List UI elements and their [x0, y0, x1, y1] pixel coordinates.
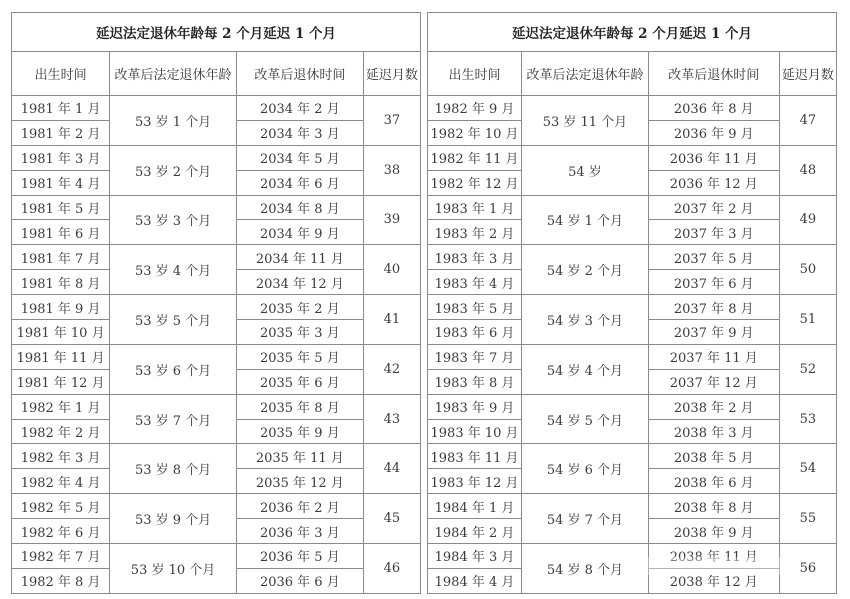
- retirement-time-cell: 2035 年 3 月: [236, 320, 363, 345]
- table-row: [428, 444, 837, 469]
- retirement-age-cell: 53 岁 4 个月: [110, 245, 237, 295]
- retirement-age-cell: 53 岁 2 个月: [110, 145, 237, 195]
- birth-time-cell: 1983 年 11 月: [428, 444, 522, 469]
- birth-time-cell: 1982 年 5 月: [12, 494, 110, 519]
- table-row: [428, 295, 837, 320]
- retirement-time-cell: 2035 年 11 月: [236, 444, 363, 469]
- retirement-time-cell: 2036 年 3 月: [236, 519, 363, 544]
- retirement-time-cell: 2038 年 12 月: [648, 568, 779, 593]
- retirement-age-cell: 54 岁 3 个月: [522, 295, 649, 345]
- birth-time-cell: 1982 年 3 月: [12, 444, 110, 469]
- birth-time-cell: 1981 年 9 月: [12, 295, 110, 320]
- delay-months-cell: 38: [363, 145, 420, 195]
- retirement-age-cell: 54 岁 6 个月: [522, 444, 649, 494]
- retirement-age-cell: 54 岁 5 个月: [522, 394, 649, 444]
- header-birth-time: 出生时间: [428, 52, 522, 96]
- retirement-time-cell: 2037 年 2 月: [648, 195, 779, 220]
- retirement-time-cell: 2034 年 3 月: [236, 120, 363, 145]
- table-row: [12, 145, 421, 170]
- header-retirement-time: 改革后退休时间: [236, 52, 363, 96]
- table-row: [428, 394, 837, 419]
- retirement-time-cell: 2034 年 12 月: [236, 270, 363, 295]
- delay-months-cell: 42: [363, 344, 420, 394]
- birth-time-cell: 1981 年 2 月: [12, 120, 110, 145]
- delay-months-cell: 56: [779, 544, 836, 594]
- retirement-time-cell: 2038 年 6 月: [648, 469, 779, 494]
- birth-time-cell: 1982 年 9 月: [428, 96, 522, 121]
- header-birth-time: 出生时间: [12, 52, 110, 96]
- retirement-age-cell: 53 岁 7 个月: [110, 394, 237, 444]
- retirement-time-cell: 2036 年 9 月: [648, 120, 779, 145]
- birth-time-cell: 1982 年 10 月: [428, 120, 522, 145]
- table-body: [428, 96, 837, 594]
- table-row: [428, 344, 837, 369]
- retirement-time-cell: 2034 年 2 月: [236, 96, 363, 121]
- birth-time-cell: 1983 年 1 月: [428, 195, 522, 220]
- delay-months-cell: 43: [363, 394, 420, 444]
- birth-time-cell: 1982 年 12 月: [428, 170, 522, 195]
- retirement-age-cell: 53 岁 9 个月: [110, 494, 237, 544]
- birth-time-cell: 1981 年 6 月: [12, 220, 110, 245]
- retirement-age-cell: 53 岁 8 个月: [110, 444, 237, 494]
- retirement-time-cell: 2037 年 8 月: [648, 295, 779, 320]
- retirement-time-cell: 2037 年 9 月: [648, 320, 779, 345]
- header-retirement-age: 改革后法定退休年龄: [522, 52, 649, 96]
- retirement-age-cell: 54 岁 8 个月: [522, 544, 649, 594]
- table-row: [12, 195, 421, 220]
- retirement-table: [11, 12, 421, 594]
- right-retirement-table-panel: [427, 12, 837, 590]
- birth-time-cell: 1982 年 11 月: [428, 145, 522, 170]
- birth-time-cell: 1982 年 8 月: [12, 568, 110, 593]
- birth-time-cell: 1983 年 5 月: [428, 295, 522, 320]
- birth-time-cell: 1983 年 8 月: [428, 369, 522, 394]
- birth-time-cell: 1983 年 10 月: [428, 419, 522, 444]
- retirement-time-cell: 2036 年 8 月: [648, 96, 779, 121]
- delay-months-cell: 54: [779, 444, 836, 494]
- retirement-age-cell: 53 岁 11 个月: [522, 96, 649, 146]
- retirement-time-cell: 2034 年 6 月: [236, 170, 363, 195]
- table-row: [428, 494, 837, 519]
- birth-time-cell: 1983 年 4 月: [428, 270, 522, 295]
- retirement-time-cell: 2037 年 5 月: [648, 245, 779, 270]
- birth-time-cell: 1983 年 7 月: [428, 344, 522, 369]
- watermark-overlay: [630, 557, 780, 575]
- header-retirement-age: 改革后法定退休年龄: [110, 52, 237, 96]
- retirement-age-cell: 54 岁 4 个月: [522, 344, 649, 394]
- table-row: [12, 444, 421, 469]
- retirement-age-cell: 53 岁 5 个月: [110, 295, 237, 345]
- delay-months-cell: 37: [363, 96, 420, 146]
- left-retirement-table-panel: [11, 12, 421, 590]
- birth-time-cell: 1981 年 11 月: [12, 344, 110, 369]
- delay-months-cell: 41: [363, 295, 420, 345]
- delay-months-cell: 52: [779, 344, 836, 394]
- birth-time-cell: 1984 年 2 月: [428, 519, 522, 544]
- retirement-time-cell: 2036 年 12 月: [648, 170, 779, 195]
- delay-months-cell: 44: [363, 444, 420, 494]
- birth-time-cell: 1984 年 3 月: [428, 544, 522, 569]
- table-row: [12, 344, 421, 369]
- retirement-time-cell: 2038 年 9 月: [648, 519, 779, 544]
- header-retirement-time: 改革后退休时间: [648, 52, 779, 96]
- delay-months-cell: 49: [779, 195, 836, 245]
- birth-time-cell: 1982 年 1 月: [12, 394, 110, 419]
- birth-time-cell: 1981 年 10 月: [12, 320, 110, 345]
- birth-time-cell: 1983 年 3 月: [428, 245, 522, 270]
- retirement-age-cell: 53 岁 3 个月: [110, 195, 237, 245]
- birth-time-cell: 1984 年 1 月: [428, 494, 522, 519]
- retirement-time-cell: 2038 年 11 月: [648, 544, 779, 569]
- table-row: [12, 494, 421, 519]
- delay-months-cell: 46: [363, 544, 420, 594]
- retirement-time-cell: 2035 年 8 月: [236, 394, 363, 419]
- header-delay-months: 延迟月数: [779, 52, 836, 96]
- retirement-age-cell: 53 岁 6 个月: [110, 344, 237, 394]
- birth-time-cell: 1982 年 2 月: [12, 419, 110, 444]
- retirement-table: [427, 12, 837, 594]
- delay-months-cell: 47: [779, 96, 836, 146]
- retirement-age-cell: 53 岁 1 个月: [110, 96, 237, 146]
- delay-months-cell: 55: [779, 494, 836, 544]
- retirement-time-cell: 2037 年 12 月: [648, 369, 779, 394]
- retirement-time-cell: 2037 年 11 月: [648, 344, 779, 369]
- retirement-time-cell: 2038 年 8 月: [648, 494, 779, 519]
- delay-months-cell: 51: [779, 295, 836, 345]
- retirement-time-cell: 2034 年 5 月: [236, 145, 363, 170]
- retirement-time-cell: 2035 年 6 月: [236, 369, 363, 394]
- retirement-time-cell: 2037 年 6 月: [648, 270, 779, 295]
- retirement-time-cell: 2034 年 11 月: [236, 245, 363, 270]
- delay-months-cell: 39: [363, 195, 420, 245]
- birth-time-cell: 1982 年 6 月: [12, 519, 110, 544]
- retirement-time-cell: 2035 年 2 月: [236, 295, 363, 320]
- retirement-time-cell: 2035 年 9 月: [236, 419, 363, 444]
- table-title: 延迟法定退休年龄每 2 个月延迟 1 个月: [12, 13, 421, 52]
- birth-time-cell: 1981 年 8 月: [12, 270, 110, 295]
- birth-time-cell: 1981 年 4 月: [12, 170, 110, 195]
- retirement-time-cell: 2036 年 6 月: [236, 568, 363, 593]
- retirement-time-cell: 2035 年 5 月: [236, 344, 363, 369]
- delay-months-cell: 48: [779, 145, 836, 195]
- retirement-time-cell: 2036 年 11 月: [648, 145, 779, 170]
- birth-time-cell: 1982 年 7 月: [12, 544, 110, 569]
- retirement-age-cell: 54 岁 1 个月: [522, 195, 649, 245]
- birth-time-cell: 1983 年 12 月: [428, 469, 522, 494]
- table-row: [428, 245, 837, 270]
- delay-months-cell: 50: [779, 245, 836, 295]
- table-row: [428, 195, 837, 220]
- birth-time-cell: 1981 年 7 月: [12, 245, 110, 270]
- birth-time-cell: 1984 年 4 月: [428, 568, 522, 593]
- birth-time-cell: 1982 年 4 月: [12, 469, 110, 494]
- table-row: [428, 96, 837, 121]
- retirement-age-cell: 54 岁 7 个月: [522, 494, 649, 544]
- delay-months-cell: 45: [363, 494, 420, 544]
- table-row: [12, 96, 421, 121]
- birth-time-cell: 1983 年 9 月: [428, 394, 522, 419]
- birth-time-cell: 1983 年 6 月: [428, 320, 522, 345]
- retirement-time-cell: 2038 年 5 月: [648, 444, 779, 469]
- retirement-time-cell: 2038 年 3 月: [648, 419, 779, 444]
- birth-time-cell: 1983 年 2 月: [428, 220, 522, 245]
- retirement-time-cell: 2035 年 12 月: [236, 469, 363, 494]
- birth-time-cell: 1981 年 3 月: [12, 145, 110, 170]
- table-row: [12, 394, 421, 419]
- table-title: 延迟法定退休年龄每 2 个月延迟 1 个月: [428, 13, 837, 52]
- birth-time-cell: 1981 年 5 月: [12, 195, 110, 220]
- retirement-age-cell: 53 岁 10 个月: [110, 544, 237, 594]
- retirement-time-cell: 2034 年 9 月: [236, 220, 363, 245]
- table-body: [12, 96, 421, 594]
- birth-time-cell: 1981 年 12 月: [12, 369, 110, 394]
- retirement-time-cell: 2036 年 5 月: [236, 544, 363, 569]
- delay-months-cell: 53: [779, 394, 836, 444]
- retirement-time-cell: 2037 年 3 月: [648, 220, 779, 245]
- header-delay-months: 延迟月数: [363, 52, 420, 96]
- table-row: [428, 145, 837, 170]
- table-row: [12, 245, 421, 270]
- retirement-time-cell: 2038 年 2 月: [648, 394, 779, 419]
- retirement-age-cell: 54 岁 2 个月: [522, 245, 649, 295]
- retirement-time-cell: 2034 年 8 月: [236, 195, 363, 220]
- table-row: [12, 544, 421, 569]
- birth-time-cell: 1981 年 1 月: [12, 96, 110, 121]
- retirement-time-cell: 2036 年 2 月: [236, 494, 363, 519]
- table-row: [12, 295, 421, 320]
- retirement-age-cell: 54 岁: [522, 145, 649, 195]
- delay-months-cell: 40: [363, 245, 420, 295]
